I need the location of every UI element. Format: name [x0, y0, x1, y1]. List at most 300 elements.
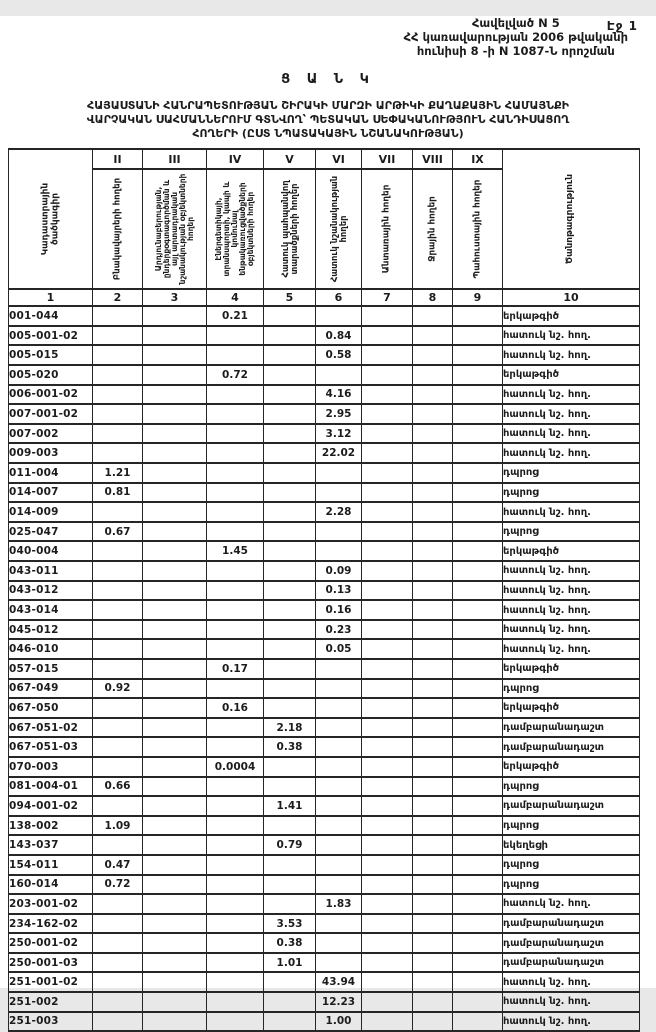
value-cell [362, 855, 413, 875]
roman-numeral: VI [316, 149, 362, 169]
code-cell: 014-009 [9, 502, 93, 522]
code-cell: 251-002 [9, 992, 93, 1012]
value-cell [207, 737, 264, 757]
value-cell: 2.28 [316, 502, 362, 522]
value-cell [453, 365, 503, 385]
value-cell [264, 777, 316, 797]
value-cell [413, 737, 453, 757]
value-cell [413, 816, 453, 836]
value-cell [316, 522, 362, 542]
table-row [9, 894, 640, 914]
value-cell [362, 502, 413, 522]
value-cell: 0.38 [264, 933, 316, 953]
column-title-text: Անտառային հողեր [381, 184, 392, 274]
note-cell: հատուկ նշ. հող. [503, 1012, 640, 1032]
value-cell: 1.83 [316, 894, 362, 914]
table-row [9, 992, 640, 1012]
code-cell: 070-003 [9, 757, 93, 777]
value-cell [362, 875, 413, 895]
value-cell [143, 443, 207, 463]
note-cell: հատուկ նշ. հող. [503, 502, 640, 522]
column-title-text: Էներգետիկայի, տրանսպորտի, կապի և կոմունալ ենթակառուցվածքների օբյեկտների հողեր [213, 181, 256, 277]
value-cell [413, 992, 453, 1012]
value-cell [93, 502, 143, 522]
table-row [9, 796, 640, 816]
column-number: 6 [316, 289, 362, 306]
value-cell [93, 639, 143, 659]
value-cell [143, 581, 207, 601]
value-cell: 0.21 [207, 306, 264, 326]
value-cell [413, 933, 453, 953]
column-title-text: Բնակավայրերի հողեր [111, 178, 122, 281]
value-cell [207, 933, 264, 953]
code-cell: 043-011 [9, 561, 93, 581]
value-cell [362, 620, 413, 640]
note-cell: հատուկ նշ. հող. [503, 345, 640, 365]
value-cell: 22.02 [316, 443, 362, 463]
roman-numeral: VIII [413, 149, 453, 169]
table-row [9, 522, 640, 542]
header-roman-row [9, 149, 640, 169]
value-cell [93, 894, 143, 914]
value-cell [413, 326, 453, 346]
value-cell [93, 698, 143, 718]
note-cell: դպրոց [503, 463, 640, 483]
value-cell [453, 1012, 503, 1032]
table-row [9, 835, 640, 855]
value-cell [93, 933, 143, 953]
column-number: 2 [93, 289, 143, 306]
value-cell: 3.53 [264, 914, 316, 934]
roman-numeral: VII [362, 149, 413, 169]
table-row [9, 581, 640, 601]
value-cell [413, 600, 453, 620]
value-cell [93, 581, 143, 601]
value-cell [143, 620, 207, 640]
column-title [143, 169, 207, 289]
doc-type-heading: Ց Ա Ն Կ [281, 72, 375, 88]
code-cell: 234-162-02 [9, 914, 93, 934]
table-row [9, 639, 640, 659]
table-row [9, 718, 640, 738]
value-cell [413, 875, 453, 895]
value-cell [143, 875, 207, 895]
value-cell [264, 581, 316, 601]
code-cell: 203-001-02 [9, 894, 93, 914]
value-cell [93, 1012, 143, 1032]
value-cell [453, 875, 503, 895]
note-cell: երկաթգիծ [503, 306, 640, 326]
value-cell: 0.23 [316, 620, 362, 640]
code-cell: 045-012 [9, 620, 93, 640]
note-cell: դպրոց [503, 855, 640, 875]
value-cell [143, 365, 207, 385]
table-row [9, 443, 640, 463]
appendix-line: ՀՀ կառավարության 2006 թվականի [403, 30, 628, 45]
value-cell [264, 816, 316, 836]
value-cell [362, 972, 413, 992]
code-cell: 251-001-02 [9, 972, 93, 992]
table-row [9, 561, 640, 581]
table-row [9, 306, 640, 326]
value-cell [413, 345, 453, 365]
value-cell [207, 679, 264, 699]
value-cell [207, 483, 264, 503]
value-cell [362, 933, 413, 953]
document-page [0, 16, 656, 1028]
value-cell: 43.94 [316, 972, 362, 992]
value-cell [143, 522, 207, 542]
column-title-text: Ջրային հողեր [426, 196, 437, 263]
code-cell: 005-020 [9, 365, 93, 385]
value-cell [413, 757, 453, 777]
value-cell [93, 541, 143, 561]
value-cell [453, 796, 503, 816]
value-cell [413, 718, 453, 738]
table-row [9, 914, 640, 934]
value-cell: 0.81 [93, 483, 143, 503]
value-cell [264, 855, 316, 875]
table-row [9, 424, 640, 444]
value-cell [362, 679, 413, 699]
value-cell [264, 502, 316, 522]
value-cell [362, 463, 413, 483]
value-cell [413, 639, 453, 659]
table-row [9, 620, 640, 640]
value-cell: 0.72 [93, 875, 143, 895]
value-cell [264, 326, 316, 346]
value-cell [413, 306, 453, 326]
code-cell: 160-014 [9, 875, 93, 895]
value-cell [362, 306, 413, 326]
table-row [9, 385, 640, 405]
value-cell [413, 914, 453, 934]
value-cell [207, 424, 264, 444]
value-cell [264, 424, 316, 444]
value-cell [413, 385, 453, 405]
code-cell: 067-051-02 [9, 718, 93, 738]
value-cell [453, 698, 503, 718]
value-cell [413, 777, 453, 797]
value-cell [93, 306, 143, 326]
value-cell: 12.23 [316, 992, 362, 1012]
code-cell: 046-010 [9, 639, 93, 659]
value-cell [143, 541, 207, 561]
note-cell: երկաթգիծ [503, 757, 640, 777]
value-cell [453, 737, 503, 757]
value-cell [453, 326, 503, 346]
code-cell: 043-012 [9, 581, 93, 601]
value-cell [93, 757, 143, 777]
value-cell [362, 385, 413, 405]
land-table [8, 148, 640, 1032]
value-cell [453, 404, 503, 424]
table-row [9, 463, 640, 483]
value-cell [453, 306, 503, 326]
value-cell [264, 483, 316, 503]
value-cell [362, 992, 413, 1012]
column-title-text: Ծանոթագրություն [565, 174, 576, 265]
value-cell [413, 443, 453, 463]
value-cell [362, 835, 413, 855]
value-cell [143, 718, 207, 738]
column-title [453, 169, 503, 289]
value-cell [143, 816, 207, 836]
value-cell [362, 424, 413, 444]
code-cell: 043-014 [9, 600, 93, 620]
value-cell [207, 796, 264, 816]
value-cell [264, 541, 316, 561]
appendix-line: Հավելված N 5 [471, 16, 560, 30]
value-cell [143, 698, 207, 718]
code-cell: 067-051-03 [9, 737, 93, 757]
value-cell [143, 483, 207, 503]
header-number-row [9, 289, 640, 306]
table-row [9, 972, 640, 992]
note-cell: երկաթգիծ [503, 659, 640, 679]
value-cell [264, 992, 316, 1012]
value-cell [413, 698, 453, 718]
value-cell [453, 757, 503, 777]
code-cell: 250-001-02 [9, 933, 93, 953]
column-title [362, 169, 413, 289]
value-cell [453, 620, 503, 640]
value-cell [143, 561, 207, 581]
value-cell [143, 777, 207, 797]
table-row [9, 698, 640, 718]
note-cell: երկաթգիծ [503, 698, 640, 718]
value-cell: 0.13 [316, 581, 362, 601]
table-row [9, 404, 640, 424]
value-cell [316, 306, 362, 326]
value-cell [453, 914, 503, 934]
appendix-line: հունիսի 8 -ի N 1087-Ն որոշման [416, 44, 615, 59]
value-cell [362, 1012, 413, 1032]
value-cell [143, 992, 207, 1012]
value-cell: 1.09 [93, 816, 143, 836]
value-cell [453, 777, 503, 797]
value-cell: 0.58 [316, 345, 362, 365]
value-cell: 1.21 [93, 463, 143, 483]
value-cell [362, 953, 413, 973]
value-cell [362, 718, 413, 738]
note-cell: հատուկ նշ. հող. [503, 326, 640, 346]
note-cell: երկաթգիծ [503, 365, 640, 385]
value-cell [143, 639, 207, 659]
value-cell: 2.18 [264, 718, 316, 738]
note-cell: դպրոց [503, 875, 640, 895]
value-cell [264, 639, 316, 659]
value-cell [207, 443, 264, 463]
value-cell [362, 522, 413, 542]
value-cell [207, 326, 264, 346]
appendix-block [404, 16, 628, 58]
value-cell [413, 463, 453, 483]
page-number: Էջ 1 [606, 19, 638, 33]
value-cell [316, 933, 362, 953]
table-row [9, 600, 640, 620]
code-cell: 094-001-02 [9, 796, 93, 816]
value-cell [143, 306, 207, 326]
value-cell [362, 659, 413, 679]
code-cell: 014-007 [9, 483, 93, 503]
column-title [413, 169, 453, 289]
value-cell: 2.95 [316, 404, 362, 424]
value-cell [362, 737, 413, 757]
column-number: 3 [143, 289, 207, 306]
note-cell: դամբարանադաշտ [503, 718, 640, 738]
value-cell [316, 855, 362, 875]
column-title [264, 169, 316, 289]
value-cell [362, 326, 413, 346]
value-cell [413, 522, 453, 542]
code-cell: 011-004 [9, 463, 93, 483]
value-cell [93, 443, 143, 463]
value-cell [362, 404, 413, 424]
table-row [9, 737, 640, 757]
value-cell [93, 385, 143, 405]
value-cell [453, 443, 503, 463]
value-cell [143, 1012, 207, 1032]
value-cell [413, 561, 453, 581]
value-cell [264, 306, 316, 326]
code-cell: 057-015 [9, 659, 93, 679]
value-cell [413, 620, 453, 640]
value-cell [207, 718, 264, 738]
roman-numeral: IX [453, 149, 503, 169]
value-cell [143, 914, 207, 934]
note-cell: երկաթգիծ [503, 541, 640, 561]
value-cell [264, 404, 316, 424]
value-cell [316, 365, 362, 385]
value-cell [207, 835, 264, 855]
value-cell [207, 463, 264, 483]
value-cell [264, 522, 316, 542]
value-cell [453, 581, 503, 601]
value-cell [207, 385, 264, 405]
roman-numeral: III [143, 149, 207, 169]
table-row [9, 679, 640, 699]
value-cell [316, 698, 362, 718]
note-cell: դպրոց [503, 522, 640, 542]
value-cell [362, 345, 413, 365]
table-row [9, 875, 640, 895]
value-cell [362, 483, 413, 503]
roman-numeral: II [93, 149, 143, 169]
code-cell: 143-037 [9, 835, 93, 855]
column-number: 4 [207, 289, 264, 306]
column-number: 5 [264, 289, 316, 306]
code-cell: 025-047 [9, 522, 93, 542]
value-cell [316, 816, 362, 836]
value-cell [362, 757, 413, 777]
code-cell: 138-002 [9, 816, 93, 836]
column-title [207, 169, 264, 289]
value-cell [93, 424, 143, 444]
note-cell: հատուկ նշ. հող. [503, 992, 640, 1012]
value-cell [264, 679, 316, 699]
value-cell [143, 345, 207, 365]
value-cell [453, 894, 503, 914]
column-title-text: Կադաստրային ծածկագիր [39, 183, 60, 256]
note-cell: հատուկ նշ. հող. [503, 385, 640, 405]
code-cell: 081-004-01 [9, 777, 93, 797]
value-cell [413, 541, 453, 561]
value-cell: 0.67 [93, 522, 143, 542]
value-cell [264, 698, 316, 718]
value-cell [93, 835, 143, 855]
value-cell [143, 679, 207, 699]
note-cell: հատուկ նշ. հող. [503, 972, 640, 992]
value-cell [413, 659, 453, 679]
value-cell [316, 463, 362, 483]
value-cell [93, 992, 143, 1012]
value-cell [264, 463, 316, 483]
value-cell: 0.66 [93, 777, 143, 797]
table-row [9, 1012, 640, 1032]
table-row [9, 855, 640, 875]
value-cell [362, 816, 413, 836]
code-cell: 067-050 [9, 698, 93, 718]
column-title [93, 169, 143, 289]
value-cell [207, 404, 264, 424]
value-cell: 0.38 [264, 737, 316, 757]
value-cell [143, 326, 207, 346]
value-cell [143, 463, 207, 483]
page-title [0, 99, 656, 140]
value-cell [316, 718, 362, 738]
value-cell [362, 894, 413, 914]
value-cell: 0.17 [207, 659, 264, 679]
value-cell: 1.01 [264, 953, 316, 973]
note-cell: դպրոց [503, 679, 640, 699]
table-row [9, 816, 640, 836]
note-cell: հատուկ նշ. հող. [503, 581, 640, 601]
value-cell [93, 620, 143, 640]
table-row [9, 365, 640, 385]
value-cell [143, 933, 207, 953]
value-cell [264, 894, 316, 914]
code-cell: 251-003 [9, 1012, 93, 1032]
column-title-text: Պահուստային հողեր [471, 179, 482, 279]
value-cell [316, 659, 362, 679]
value-cell [264, 443, 316, 463]
value-cell [207, 1012, 264, 1032]
value-cell [453, 933, 503, 953]
value-cell [413, 835, 453, 855]
value-cell [93, 600, 143, 620]
note-cell: հատուկ նշ. հող. [503, 639, 640, 659]
note-cell: դամբարանադաշտ [503, 953, 640, 973]
value-cell [362, 796, 413, 816]
column-title-text: Հատուկ պահպանվող տարածքների հողեր [279, 180, 299, 278]
value-cell [453, 502, 503, 522]
value-cell [316, 914, 362, 934]
title-line: ՀՈՂԵՐԻ (ԸՍՏ ՆՊԱՏԱԿԱՅԻՆ ՆՇԱՆԱԿՈՒԹՅԱՆ) [192, 126, 464, 140]
note-cell: հատուկ նշ. հող. [503, 894, 640, 914]
note-cell: դամբարանադաշտ [503, 737, 640, 757]
code-cell: 154-011 [9, 855, 93, 875]
value-cell [453, 600, 503, 620]
value-cell [453, 561, 503, 581]
table-row [9, 483, 640, 503]
value-cell [316, 483, 362, 503]
value-cell: 0.47 [93, 855, 143, 875]
value-cell [453, 855, 503, 875]
value-cell [93, 718, 143, 738]
value-cell [413, 404, 453, 424]
value-cell [93, 326, 143, 346]
